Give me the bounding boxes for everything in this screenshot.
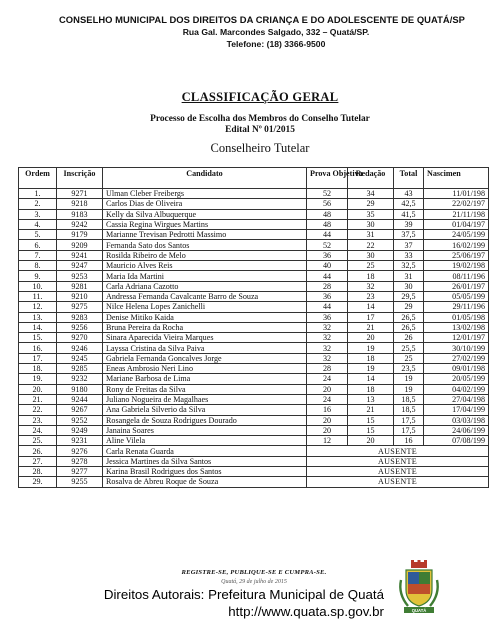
table-cell: 18	[348, 271, 394, 281]
table-cell: 19	[394, 374, 424, 384]
column-header: Redação	[348, 168, 394, 189]
table-cell: 16.	[19, 343, 57, 353]
table-cell: 17.	[19, 353, 57, 363]
edital-number: Edital Nº 01/2015	[225, 125, 295, 135]
table-cell: 15	[348, 425, 394, 435]
table-cell: 9276	[57, 446, 103, 456]
table-cell: Jessica Martines da Silva Santos	[103, 456, 307, 466]
seal-label: QUATÁ	[411, 608, 427, 613]
table-cell: 40	[307, 261, 348, 271]
table-cell: Rosalva de Abreu Roque de Souza	[103, 477, 307, 487]
table-cell: 9271	[57, 189, 103, 199]
municipal-seal-icon	[398, 560, 440, 620]
column-header: Prova Objetiva	[307, 168, 348, 189]
table-cell: 37	[394, 240, 424, 250]
table-cell: 21.	[19, 394, 57, 404]
table-cell: 9249	[57, 425, 103, 435]
table-cell: 03/03/198	[424, 415, 489, 425]
table-cell: 9267	[57, 405, 103, 415]
table-row	[19, 261, 489, 271]
table-row	[19, 436, 489, 446]
table-cell: 25/06/197	[424, 250, 489, 260]
table-cell: 19.	[19, 374, 57, 384]
table-cell: 29	[348, 199, 394, 209]
table-cell: 29,5	[394, 291, 424, 301]
table-cell: Janaina Soares	[103, 425, 307, 435]
table-cell: 12	[307, 436, 348, 446]
table-row	[19, 415, 489, 425]
table-cell: 44	[307, 302, 348, 312]
column-header: Candidato	[103, 168, 307, 189]
table-row	[19, 364, 489, 374]
table-cell: 10.	[19, 281, 57, 291]
table-cell: 01/05/198	[424, 312, 489, 322]
table-cell: 11/01/198	[424, 189, 489, 199]
table-row	[19, 281, 489, 291]
table-cell: 36	[307, 312, 348, 322]
table-cell: 07/08/199	[424, 436, 489, 446]
table-row	[19, 189, 489, 199]
table-cell: 9275	[57, 302, 103, 312]
table-cell: 17,5	[394, 425, 424, 435]
table-cell: 9.	[19, 271, 57, 281]
table-cell: 9246	[57, 343, 103, 353]
table-cell: 26.	[19, 446, 57, 456]
table-cell: 42,5	[394, 199, 424, 209]
table-row	[19, 219, 489, 229]
table-cell: Nilce Helena Lopes Zanichelli	[103, 302, 307, 312]
document-header	[0, 14, 480, 49]
table-cell: 9255	[57, 477, 103, 487]
table-cell: 31	[394, 271, 424, 281]
table-cell: 19	[348, 343, 394, 353]
table-cell: 32	[307, 353, 348, 363]
table-cell: Carla Renata Guarda	[103, 446, 307, 456]
table-cell: 32,5	[394, 261, 424, 271]
table-cell: 14	[348, 374, 394, 384]
table-cell: 21/11/198	[424, 209, 489, 219]
table-cell: 19/02/198	[424, 261, 489, 271]
table-row	[19, 302, 489, 312]
table-cell: Andressa Fernanda Cavalcante Barro de Souza	[103, 291, 307, 301]
table-cell: 24/05/199	[424, 230, 489, 240]
table-cell: 8.	[19, 261, 57, 271]
table-cell: 9281	[57, 281, 103, 291]
table-cell: 7.	[19, 250, 57, 260]
table-cell: Fernanda Sato dos Santos	[103, 240, 307, 250]
table-cell: 15	[348, 415, 394, 425]
dateline: Quatá, 29 de julho de 2015	[221, 579, 287, 585]
table-row	[19, 384, 489, 394]
table-body	[19, 189, 489, 488]
copyright-text: Direitos Autorais: Prefeitura Municipal de Quatá	[103, 587, 384, 602]
table-row	[19, 353, 489, 363]
table-cell: 4.	[19, 219, 57, 229]
table-cell: 6.	[19, 240, 57, 250]
table-cell: 3.	[19, 209, 57, 219]
table-cell: 2.	[19, 199, 57, 209]
table-cell: 20	[307, 384, 348, 394]
table-cell: 9231	[57, 436, 103, 446]
table-row	[19, 425, 489, 435]
table-cell: 19	[394, 384, 424, 394]
position-title: Conselheiro Tutelar	[210, 141, 310, 155]
table-cell: 9256	[57, 322, 103, 332]
table-cell: 30/10/199	[424, 343, 489, 353]
table-cell: 12/01/197	[424, 333, 489, 343]
table-row-absent	[19, 456, 489, 466]
table-cell: 14	[348, 302, 394, 312]
table-row-absent	[19, 467, 489, 477]
table-cell: 28	[307, 281, 348, 291]
table-cell: 30	[348, 219, 394, 229]
table-cell: 17/04/199	[424, 405, 489, 415]
table-cell: 5.	[19, 230, 57, 240]
table-cell: 32	[348, 281, 394, 291]
table-cell: 04/02/199	[424, 384, 489, 394]
table-row	[19, 312, 489, 322]
table-cell: 18,5	[394, 394, 424, 404]
table-cell: 26,5	[394, 312, 424, 322]
registre-note: REGISTRE-SE, PUBLIQUE-SE E CUMPRA-SE.	[181, 569, 327, 576]
table-row	[19, 394, 489, 404]
table-cell: 16	[307, 405, 348, 415]
table-cell: 24/06/199	[424, 425, 489, 435]
table-cell: 9180	[57, 384, 103, 394]
table-cell: 20	[307, 415, 348, 425]
table-cell: Ana Gabriela Silverio da Silva	[103, 405, 307, 415]
column-header: Nascimen	[424, 168, 489, 189]
table-cell: 36	[307, 291, 348, 301]
table-cell: 29/11/196	[424, 302, 489, 312]
table-cell: 09/01/198	[424, 364, 489, 374]
table-cell: Carla Adriana Cazotto	[103, 281, 307, 291]
table-cell: 32	[307, 322, 348, 332]
table-cell: Rosangela de Souza Rodrigues Dourado	[103, 415, 307, 425]
page-title: CLASSIFICAÇÃO GERAL	[181, 90, 339, 104]
table-cell: 9179	[57, 230, 103, 240]
table-cell: 9285	[57, 364, 103, 374]
table-cell: Gabriela Fernanda Goncalves Jorge	[103, 353, 307, 363]
table-cell: 48	[307, 219, 348, 229]
table-cell: 13	[348, 394, 394, 404]
table-cell: 13/02/198	[424, 322, 489, 332]
table-cell: 21	[348, 322, 394, 332]
table-cell: 9183	[57, 209, 103, 219]
table-cell: 18.	[19, 364, 57, 374]
table-cell: Aline Vilela	[103, 436, 307, 446]
table-cell: Rosilda Ribeiro de Melo	[103, 250, 307, 260]
table-row	[19, 291, 489, 301]
table-cell: 28.	[19, 467, 57, 477]
table-cell: Kelly da Silva Albuquerque	[103, 209, 307, 219]
table-row	[19, 271, 489, 281]
table-row-absent	[19, 477, 489, 487]
table-cell: 9209	[57, 240, 103, 250]
council-phone: Telefone: (18) 3366-9500	[226, 39, 326, 49]
table-cell: 24.	[19, 425, 57, 435]
table-cell: Ulman Cleber Freibergs	[103, 189, 307, 199]
table-cell: 13.	[19, 312, 57, 322]
council-address: Rua Gal. Marcondes Salgado, 332 – Quatá/SP.	[182, 27, 370, 37]
table-row	[19, 374, 489, 384]
table-cell: 25,5	[394, 343, 424, 353]
table-cell: Carlos Dias de Oliveira	[103, 199, 307, 209]
table-cell: 9277	[57, 467, 103, 477]
table-cell: Juliano Nogueira de Magalhaes	[103, 394, 307, 404]
table-cell: 9270	[57, 333, 103, 343]
table-cell: 9242	[57, 219, 103, 229]
table-cell: 1.	[19, 189, 57, 199]
table-cell: 26,5	[394, 322, 424, 332]
table-header-row	[19, 168, 489, 189]
table-cell: Sinara Aparecida Vieira Marques	[103, 333, 307, 343]
table-cell: 18	[348, 353, 394, 363]
table-cell: Bruna Pereira da Rocha	[103, 322, 307, 332]
table-row	[19, 250, 489, 260]
column-header: Ordem	[19, 168, 57, 189]
table-cell: 34	[348, 189, 394, 199]
table-cell: 33	[394, 250, 424, 260]
table-cell: 15.	[19, 333, 57, 343]
table-cell: 27/04/198	[424, 394, 489, 404]
table-cell: 22/02/197	[424, 199, 489, 209]
table-row	[19, 333, 489, 343]
table-row	[19, 209, 489, 219]
table-cell: 9252	[57, 415, 103, 425]
table-cell: 17,5	[394, 415, 424, 425]
table-cell: 20	[348, 436, 394, 446]
table-cell: 32	[307, 343, 348, 353]
table-cell: 16	[394, 436, 424, 446]
table-cell: 48	[307, 209, 348, 219]
table-cell: 32	[307, 333, 348, 343]
table-cell: 37,5	[394, 230, 424, 240]
absent-label: AUSENTE	[307, 477, 489, 487]
table-cell: 28	[307, 364, 348, 374]
document-titles	[0, 88, 480, 156]
table-cell: 9245	[57, 353, 103, 363]
table-cell: 01/04/197	[424, 219, 489, 229]
table-cell: 9253	[57, 271, 103, 281]
table-cell: Karina Brasil Rodrigues dos Santos	[103, 467, 307, 477]
ranking-table	[18, 167, 489, 488]
table-row	[19, 240, 489, 250]
table-cell: Marianne Trevisan Pedrotti Massimo	[103, 230, 307, 240]
table-cell: 36	[307, 250, 348, 260]
table-cell: 29	[394, 302, 424, 312]
table-cell: 52	[307, 240, 348, 250]
table-cell: 22.	[19, 405, 57, 415]
table-cell: Layssa Cristina da Silva Paiva	[103, 343, 307, 353]
table-cell: 22	[348, 240, 394, 250]
table-cell: Mariane Barbosa de Lima	[103, 374, 307, 384]
table-cell: Rony de Freitas da Silva	[103, 384, 307, 394]
table-cell: 20.	[19, 384, 57, 394]
table-row	[19, 343, 489, 353]
table-cell: 9232	[57, 374, 103, 384]
absent-label: AUSENTE	[307, 456, 489, 466]
table-cell: Mauricio Alves Reis	[103, 261, 307, 271]
table-cell: 43	[394, 189, 424, 199]
table-row	[19, 405, 489, 415]
table-cell: 20	[348, 333, 394, 343]
table-cell: Eneas Ambrosio Neri Lino	[103, 364, 307, 374]
table-cell: 23,5	[394, 364, 424, 374]
table-cell: 24	[307, 374, 348, 384]
table-cell: 44	[307, 230, 348, 240]
table-cell: 44	[307, 271, 348, 281]
table-cell: 35	[348, 209, 394, 219]
table-cell: Denise Mitiko Kaida	[103, 312, 307, 322]
table-cell: 17	[348, 312, 394, 322]
table-row-absent	[19, 446, 489, 456]
table-cell: 9241	[57, 250, 103, 260]
table-row	[19, 199, 489, 209]
table-cell: 56	[307, 199, 348, 209]
table-cell: 9278	[57, 456, 103, 466]
table-cell: 18,5	[394, 405, 424, 415]
table-cell: 9247	[57, 261, 103, 271]
table-cell: 18	[348, 384, 394, 394]
absent-label: AUSENTE	[307, 467, 489, 477]
column-header: Total	[394, 168, 424, 189]
table-cell: 23	[348, 291, 394, 301]
table-cell: Cassia Regina Wirgues Martins	[103, 219, 307, 229]
table-cell: 16/02/199	[424, 240, 489, 250]
table-cell: 30	[394, 281, 424, 291]
table-cell: 19	[348, 364, 394, 374]
council-name: CONSELHO MUNICIPAL DOS DIREITOS DA CRIANÇA E DO ADOLESCENTE DE QUATÁ/SP	[58, 14, 465, 25]
table-cell: 08/11/196	[424, 271, 489, 281]
table-cell: 30	[348, 250, 394, 260]
table-cell: 20/05/199	[424, 374, 489, 384]
table-cell: 23.	[19, 415, 57, 425]
copyright-url[interactable]: http://www.quata.sp.gov.br	[228, 604, 384, 619]
table-cell: 9210	[57, 291, 103, 301]
table-row	[19, 230, 489, 240]
table-cell: 21	[348, 405, 394, 415]
table-cell: 9244	[57, 394, 103, 404]
table-cell: 41,5	[394, 209, 424, 219]
table-row	[19, 322, 489, 332]
table-cell: Maria Ida Martini	[103, 271, 307, 281]
table-cell: 52	[307, 189, 348, 199]
table-cell: 25	[348, 261, 394, 271]
table-cell: 14.	[19, 322, 57, 332]
table-cell: 25.	[19, 436, 57, 446]
table-cell: 26	[394, 333, 424, 343]
table-cell: 24	[307, 394, 348, 404]
table-cell: 05/05/199	[424, 291, 489, 301]
table-cell: 27/02/199	[424, 353, 489, 363]
table-cell: 9218	[57, 199, 103, 209]
table-cell: 25	[394, 353, 424, 363]
table-cell: 31	[348, 230, 394, 240]
table-cell: 26/01/197	[424, 281, 489, 291]
table-cell: 29.	[19, 477, 57, 487]
table-cell: 27.	[19, 456, 57, 466]
table-cell: 39	[394, 219, 424, 229]
table-cell: 20	[307, 425, 348, 435]
table-cell: 11.	[19, 291, 57, 301]
process-subtitle: Processo de Escolha dos Membros do Conselho Tutelar	[150, 114, 370, 124]
table-cell: 12.	[19, 302, 57, 312]
absent-label: AUSENTE	[307, 446, 489, 456]
column-header: Inscrição	[57, 168, 103, 189]
table-cell: 9283	[57, 312, 103, 322]
